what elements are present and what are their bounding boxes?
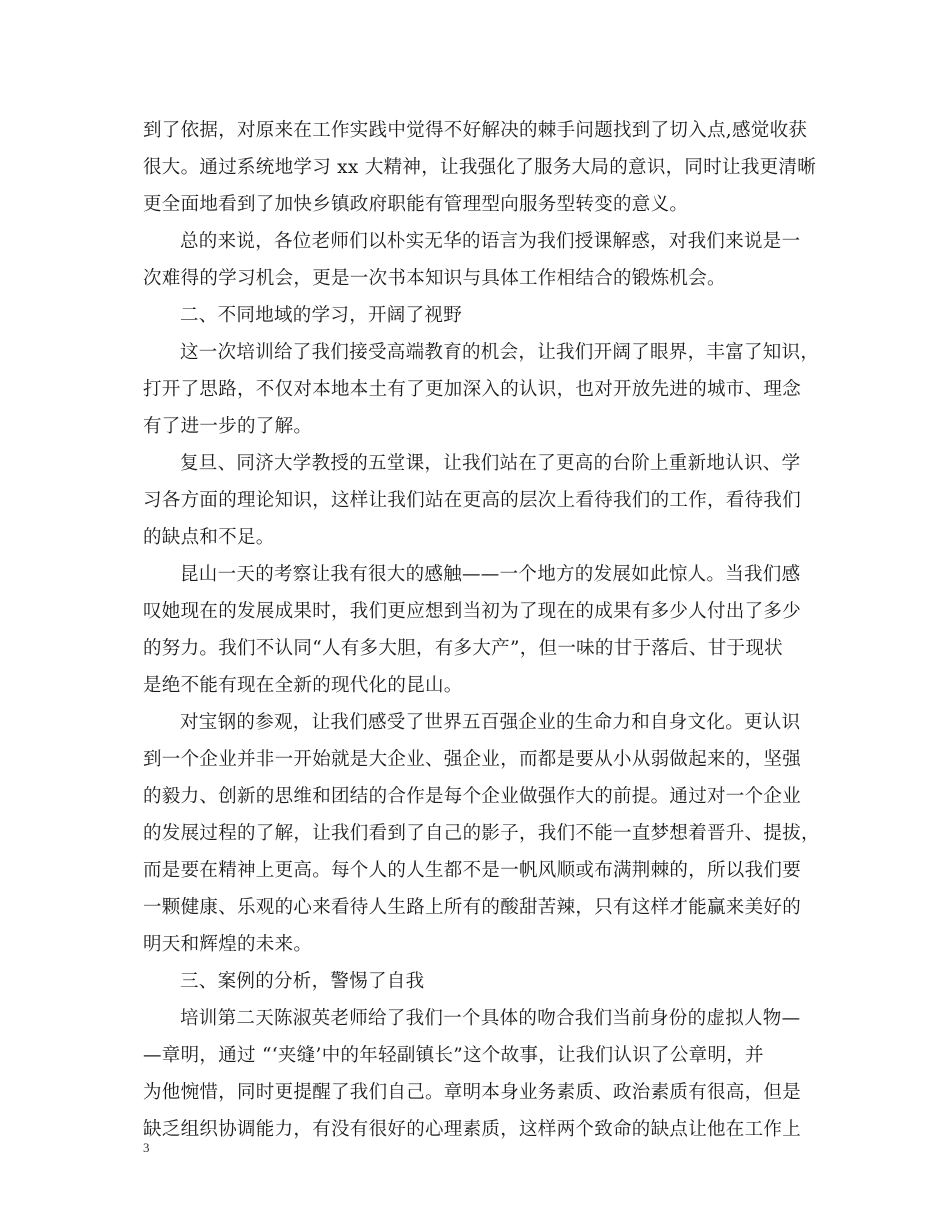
document-body: [143, 112, 820, 1148]
text-line: 的缺点和不足。: [143, 527, 275, 548]
text-line: 到一个企业并非一开始就是大企业、强企业，而都是要从小从弱做起来的，坚强: [143, 749, 802, 770]
text-line: 更全面地看到了加快乡镇政府职能有管理型向服务型转变的意义。: [143, 194, 689, 215]
text-line: 有了进一步的了解。: [143, 416, 313, 437]
text-line: 习各方面的理论知识，这样让我们站在更高的层次上看待我们的工作，看待我们: [143, 490, 802, 511]
text-line: 这一次培训给了我们接受高端教育的机会，让我们开阔了眼界，丰富了知识，: [180, 342, 820, 363]
page-number: 3: [143, 1140, 150, 1155]
text-line: 为他惋惜，同时更提醒了我们自己。章明本身业务素质、政治素质有很高，但是: [143, 1082, 802, 1103]
text-line: 一颗健康、乐观的心来看待人生路上所有的酸甜苦辣，只有这样才能赢来美好的: [143, 897, 802, 918]
text-line: 次难得的学习机会，更是一次书本知识与具体工作相结合的锻炼机会。: [143, 268, 726, 289]
text-line: 打开了思路，不仅对本地本土有了更加深入的认识，也对开放先进的城市、理念: [143, 379, 802, 400]
text-line: 到了依据，对原来在工作实践中觉得不好解决的棘手问题找到了切入点,感觉收获: [143, 120, 808, 141]
text-line: 的毅力、创新的思维和团结的合作是每个企业做强作大的前提。通过对一个企业: [143, 786, 802, 807]
text-line: 总的来说，各位老师们以朴实无华的语言为我们授课解惑，对我们来说是一: [180, 231, 801, 252]
text-line: 培训第二天陈淑英老师给了我们一个具体的吻合我们当前身份的虚拟人物—: [180, 1008, 801, 1029]
text-line: 的努力。我们不认同“人有多大胆，有多大产”，但一味的甘于落后、甘于现状: [143, 638, 783, 659]
text-line: 是绝不能有现在全新的现代化的昆山。: [143, 675, 463, 696]
text-line: 对宝钢的参观，让我们感受了世界五百强企业的生命力和自身文化。更认识: [180, 712, 801, 733]
text-line: 二、不同地域的学习，开阔了视野: [180, 305, 463, 326]
text-line: 缺乏组织协调能力，有没有很好的心理素质，这样两个致命的缺点让他在工作上: [143, 1119, 802, 1140]
text-line: 复旦、同济大学教授的五堂课，让我们站在了更高的台阶上重新地认识、学: [180, 453, 801, 474]
text-line: 而是要在精神上更高。每个人的人生都不是一帆风顺或布满荆棘的，所以我们要: [143, 860, 802, 881]
text-line: 三、案例的分析，警惕了自我: [180, 971, 425, 992]
text-line: 的发展过程的了解，让我们看到了自己的影子，我们不能一直梦想着晋升、提拔，: [143, 823, 820, 844]
text-line: 昆山一天的考察让我有很大的感触——一个地方的发展如此惊人。当我们感: [180, 564, 801, 585]
text-line: 叹她现在的发展成果时，我们更应想到当初为了现在的成果有多少人付出了多少: [143, 601, 802, 622]
text-line: —章明，通过 “‘夹缝’中的年轻副镇长”这个故事，让我们认识了公章明，并: [143, 1045, 764, 1066]
text-line: 明天和辉煌的未来。: [143, 934, 313, 955]
text-line: 很大。通过系统地学习 xx 大精神，让我强化了服务大局的意识，同时让我更清晰: [143, 157, 817, 178]
